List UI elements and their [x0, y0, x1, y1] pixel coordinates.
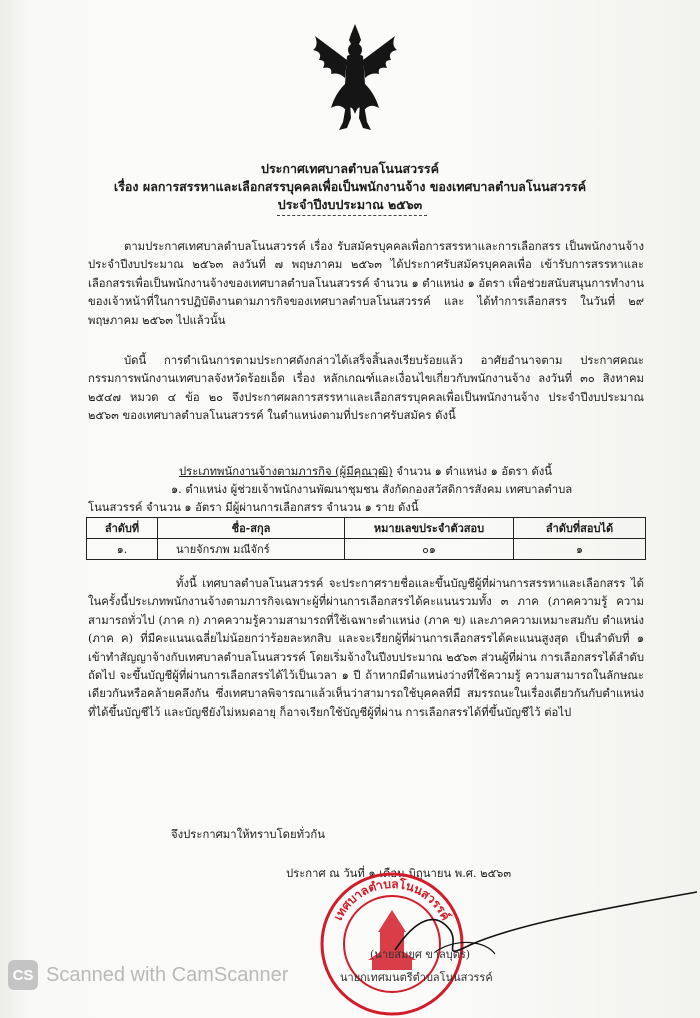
paragraph-2: บัดนี้ การดำเนินการตามประกาศดังกล่าวได้เสร็จสิ้นลงเรียบร้อยแล้ว อาศัยอำนาจตาม ประกาศคณะกรรมการพนักงานเทศบาลจังหวัดร้อยเอ็ด เรื่อง หลักเกณฑ์และเงื่อนไขเกี่ยวกับพนักงานจ้าง ลงวันที่ ๓๐ สิงหาคม ๒๕๔๗ หมวด ๔ ข้อ ๒๐ จึงประกาศผลการสรรหาและเลือกสรรบุคคลเพื่อเป็นพนักงานจ้าง ประจำปีงบประมาณ ๒๕๖๓ ของเทศบาลตำบลโนนสวรรค์ ในตำแหน่งตามที่ประกาศรับสมัคร ดังนี้ [88, 354, 644, 423]
camscanner-watermark [0, 955, 288, 995]
position-line-2: โนนสวรรค์ จำนวน ๑ อัตรา มีผู้ผ่านการเลือกสรร จำนวน ๑ ราย ดังนี้ [88, 501, 419, 514]
cell-exam-id: ๐๑ [345, 539, 514, 560]
table-row [87, 539, 646, 560]
garuda-emblem-icon [305, 22, 405, 134]
camscanner-logo-icon: CS [8, 960, 38, 990]
closing-statement: จึงประกาศมาให้ทราบโดยทั่วกัน [171, 828, 325, 841]
signer-position: นายกเทศมนตรีตำบลโนนสวรรค์ [340, 971, 493, 984]
cell-rank: ๑ [514, 539, 646, 560]
seal-text: เทศบาลตำบลโนนสวรรค์ [330, 876, 454, 923]
document-subject: เรื่อง ผลการสรรหาและเลือกสรรบุคคลเพื่อเป็นพนักงานจ้าง ของเทศบาลตำบลโนนสวรรค์ [113, 179, 587, 194]
camscanner-text: Scanned with CamScanner [46, 963, 289, 986]
fiscal-year: ประจำปีงบประมาณ ๒๕๖๓ [277, 197, 423, 212]
signer-name: (นายสมยศ ขาลบุตร) [370, 948, 471, 961]
results-table [86, 517, 646, 560]
announcement-date: ประกาศ ณ วันที่ ๑ เดือน มิถุนายน พ.ศ. ๒๕๖๓ [286, 867, 512, 880]
paragraph-1: ตามประกาศเทศบาลตำบลโนนสวรรค์ เรื่อง รับสมัครบุคคลเพื่อการสรรหาและการเลือกสรร เป็นพนักงานจ้าง ประจำปีงบประมาณ ๒๕๖๓ ลงวันที่ ๗ พฤษภาคม ๒๕๖๓ ได้ประกาศรับสมัครบุคคลเพื่อ เข้ารับการสรรหาและเลือกสรรเพื่อเป็นพนักงานจ้างของเทศบาลตำบลโนนสวรรค์ จำนวน ๑ ตำแหน่ง ๑ อัตรา เพื่อช่วยสนับสนุนการทำงานของเจ้าหน้าที่ในการปฏิบัติงานตามภารกิจของเทศบาลตำบลโนนสวรรค์ และ ได้ทำการเลือกสรร ในวันที่ ๒๙ พฤษภาคม ๒๕๖๓ ไปแล้วนั้น [88, 240, 644, 327]
document-title: ประกาศเทศบาลตำบลโนนสวรรค์ [261, 161, 439, 176]
position-line-1: ๑. ตำแหน่ง ผู้ช่วยเจ้าพนักงานพัฒนาชุมชน สังกัดกองสวัสดิการสังคม เทศบาลตำบล [171, 483, 573, 496]
cell-name: นายจักรภพ มณีจักร์ [158, 539, 345, 560]
paragraph-3: ทั้งนี้ เทศบาลตำบลโนนสวรรค์ จะประกาศรายชื่อและขึ้นบัญชีผู้ที่ผ่านการสรรหาและเลือกสรร ได้ในครั้งนี้ประเภทพนักงานจ้างตามภารกิจเฉพาะผู้ที่ผ่านการเลือกสรรได้คะแนนรวมทั้ง ๓ ภาค (ภาคความรู้ ความสามารถทั่วไป (ภาค ก) ภาคความรู้ความสามารถที่ใช้เฉพาะตำแหน่ง (ภาค ข) และภาคความเหมาะสมกับ ตำแหน่ง (ภาค ค) ที่มีคะแนนเฉลี่ยไม่น้อยกว่าร้อยละหกสิบ และจะเรียกผู้ที่ผ่านการเลือกสรรได้คะแนนสูงสุด เป็นลำดับที่ ๑ เข้าทำสัญญาจ้างกับเทศบาลตำบลโนนสวรรค์ โดยเริ่มจ้างในปีงบประมาณ ๒๕๖๓ ส่วนผู้ที่ผ่าน การเลือกสรรได้ลำดับถัดไป จะขึ้นบัญชีผู้ที่ผ่านการเลือกสรรได้ไว้เป็นเวลา ๑ ปี ถ้าหากมีตำแหน่งว่างที่ใช้ความรู้ ความสามารถในลักษณะเดียวกันหรือคล้ายคลึงกัน ซึ่งเทศบาลพิจารณาแล้วเห็นว่าสามารถใช้บุคคลที่มี สมรรถนะในเรื่องเดียวกันกับตำแหน่งที่ได้ขึ้นบัญชีไว้ และบัญชียังไม่หมดอายุ ก็อาจเรียกใช้บัญชีผู้ที่ผ่าน การเลือกสรรได้ที่ขึ้นบัญชีไว้ ต่อไป [88, 577, 644, 719]
header-name: ชื่อ-สกุล [158, 518, 345, 539]
category-line [179, 462, 552, 480]
header-order: ลำดับที่ [87, 518, 158, 539]
cell-order: ๑. [87, 539, 158, 560]
header-rank: ลำดับที่สอบได้ [514, 518, 646, 539]
category-count: จำนวน ๑ ตำแหน่ง ๑ อัตรา ดังนี้ [392, 465, 553, 478]
table-header-row [87, 518, 646, 539]
header-exam-id: หมายเลขประจำตัวสอบ [345, 518, 514, 539]
signature-stroke [375, 890, 700, 980]
category-label: ประเภทพนักงานจ้างตามภารกิจ (ผู้มีคุณวุฒิ) [179, 465, 393, 478]
title-divider [277, 215, 427, 216]
